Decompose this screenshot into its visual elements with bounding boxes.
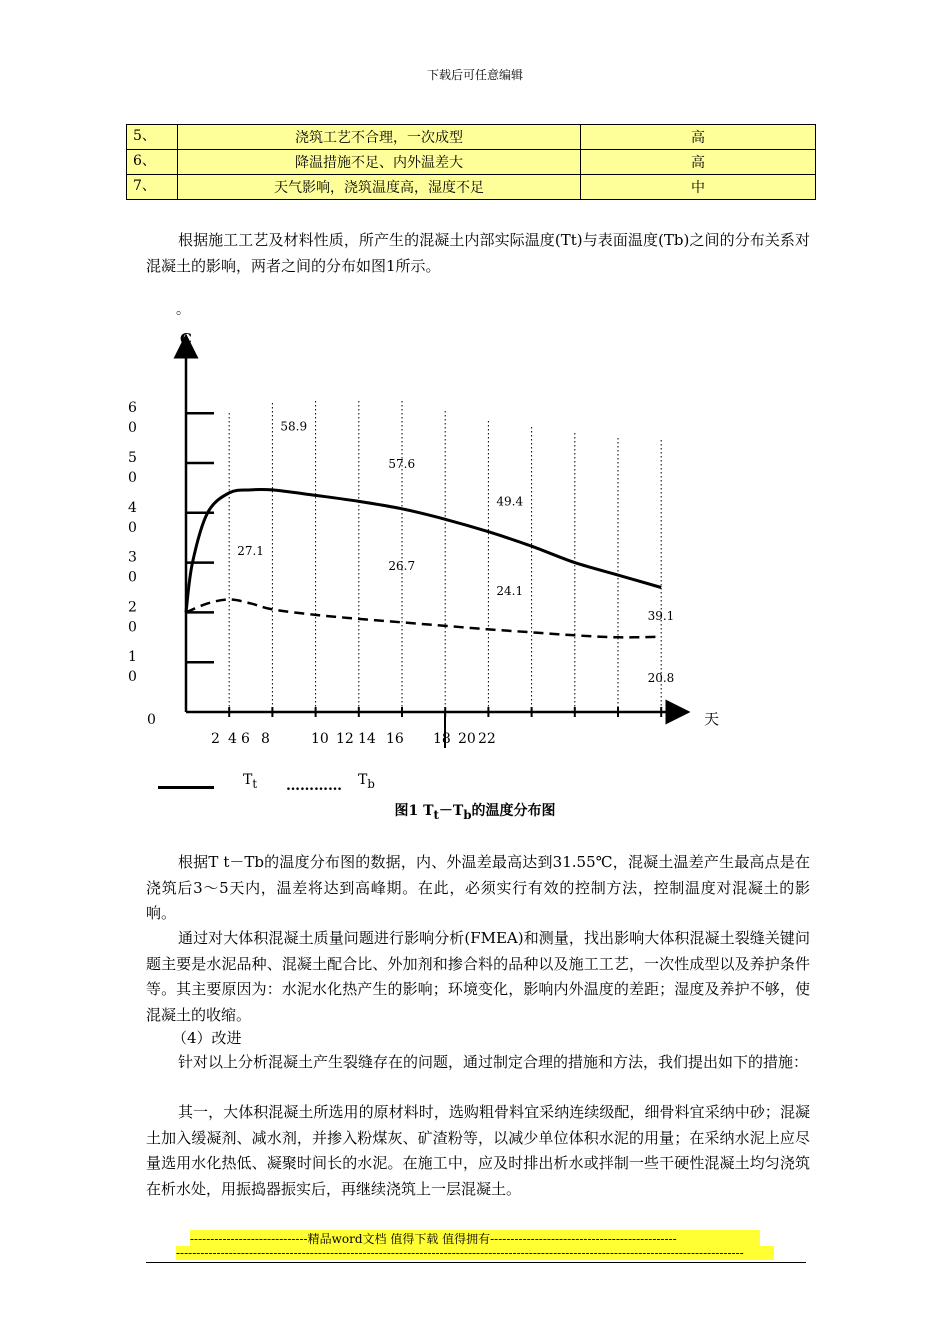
level-cell: 高 xyxy=(581,150,816,175)
x-tick-labels xyxy=(211,731,496,747)
cause-cell: 浇筑工艺不合理，一次成型 xyxy=(178,125,581,150)
x-tick-label: 16 xyxy=(386,731,404,747)
x-tick-label: 20 xyxy=(458,731,476,747)
x-tick-label: 18 xyxy=(433,731,451,747)
x-tick-label: 8 xyxy=(261,731,270,747)
x-tick-label: 6 xyxy=(241,731,250,747)
legend-tb-swatch: ………… xyxy=(286,778,342,794)
risk-table xyxy=(126,124,816,200)
chart-gridlines xyxy=(229,401,661,717)
body-paragraph: 针对以上分析混凝土产生裂缝存在的问题，通过制定合理的措施和方法，我们提出如下的措施： xyxy=(178,1053,809,1071)
x-tick-label: 14 xyxy=(358,731,376,747)
data-label: 24.1 xyxy=(496,583,524,598)
legend-tt-label: $T_t$ xyxy=(243,772,258,791)
figure-caption: 图1 $T_t-T_b$的温度分布图 xyxy=(394,803,556,822)
y-tick-label: 5 xyxy=(128,450,137,466)
y-tick-label: 0 xyxy=(128,619,137,636)
row-number: 5、 xyxy=(127,125,178,150)
y-tick-label: 0 xyxy=(128,569,137,586)
x-tick-label: 22 xyxy=(478,731,496,747)
body-paragraph: 其一，大体积混凝土所选用的原材料时，选购粗骨料宜采纳连续级配，细骨料宜采纳中砂；混凝土加入缓凝剂、减水剂，并掺入粉煤灰、矿渣粉等，以减少单位体积水泥的用量；在采纳水泥上应尽量选用水化热低、凝聚时间长的水泥。在施工中，应及时排出析水或拌制一些干硬性混凝土均匀浇筑在析水处，用振捣器振实后，再继续浇筑上一层混凝土。 xyxy=(146,1103,810,1198)
y-tick-label: 3 xyxy=(128,549,137,566)
degree-mark: 。 xyxy=(176,302,190,318)
intro-paragraph: 根据施工工艺及材料性质，所产生的混凝土内部实际温度(Tt)与表面温度(Tb)之间的分布关系对混凝土的影响，两者之间的分布如图1所示。 xyxy=(146,231,810,275)
y-tick-label: 0 xyxy=(128,420,137,437)
data-label: 26.7 xyxy=(388,559,416,574)
series-tb-line xyxy=(186,599,661,637)
legend-tb-label: $T_b$ xyxy=(358,772,375,791)
page-header: 下载后可任意编辑 xyxy=(426,68,523,82)
table-row xyxy=(127,125,816,150)
data-label: 58.9 xyxy=(280,419,308,434)
y-tick-label: 0 xyxy=(128,470,137,486)
footer-banner: -----------------------------精品word文档 值得下载 值得拥有---------------------------------------------- xyxy=(190,1230,760,1247)
y-ticks xyxy=(128,400,214,685)
level-cell: 高 xyxy=(581,125,816,150)
footer-dashes: -------------------------------------------------------------------------------------------------------------------------------------------- xyxy=(176,1246,774,1260)
legend-tt-swatch xyxy=(158,786,214,789)
data-label: 39.1 xyxy=(647,608,675,623)
cause-cell: 天气影响，浇筑温度高，湿度不足 xyxy=(178,175,581,200)
level-cell: 中 xyxy=(581,175,816,200)
footer-rule xyxy=(146,1262,806,1263)
body-paragraph: 通过对大体积混凝土质量问题进行影响分析(FMEA)和测量，找出影响大体积混凝土裂缝关键问题主要是水泥品种、混凝土配合比、外加剂和掺合料的品种以及施工工艺，一次性成型以及养护条件等。其主要原因为：水泥水化热产生的影响；环境变化，影响内外温度的差距；湿度及养护不够，使混凝土的收缩。 xyxy=(146,929,810,1024)
body-paragraph: 根据T t－Tb的温度分布图的数据，内、外温差最高达到31.55℃，混凝土温差产生最高点是在浇筑后3～5天内，温差将达到高峰期。在此，必须实行有效的控制方法，控制温度对混凝土的影响。 xyxy=(146,853,810,922)
data-label: 20.8 xyxy=(647,671,675,686)
y-tick-label: 4 xyxy=(128,499,137,516)
x-tick-label: 2 xyxy=(211,731,220,747)
y-tick-label: 2 xyxy=(128,599,137,616)
cause-cell: 降温措施不足、内外温差大 xyxy=(178,150,581,175)
table-row xyxy=(127,150,816,175)
row-number: 6、 xyxy=(127,150,178,175)
x-tick-label: 10 xyxy=(311,731,329,747)
x-tick-label: 12 xyxy=(336,731,354,747)
origin-label: 0 xyxy=(147,712,156,728)
x-tick-label: 4 xyxy=(228,731,237,747)
data-label: 57.6 xyxy=(388,456,416,471)
data-label: 49.4 xyxy=(496,494,524,509)
table-row xyxy=(127,175,816,200)
y-tick-label: 0 xyxy=(128,669,137,686)
data-label: 27.1 xyxy=(237,544,264,559)
data-labels xyxy=(237,420,674,685)
temperature-chart xyxy=(120,300,740,760)
x-axis-label: 天 xyxy=(704,710,720,728)
y-axis-label: C xyxy=(180,330,192,348)
row-number: 7、 xyxy=(127,175,178,200)
y-tick-label: 6 xyxy=(128,400,137,417)
y-tick-label: 0 xyxy=(128,519,137,536)
y-tick-label: 1 xyxy=(128,649,137,666)
section-heading: （4）改进 xyxy=(172,1029,242,1047)
